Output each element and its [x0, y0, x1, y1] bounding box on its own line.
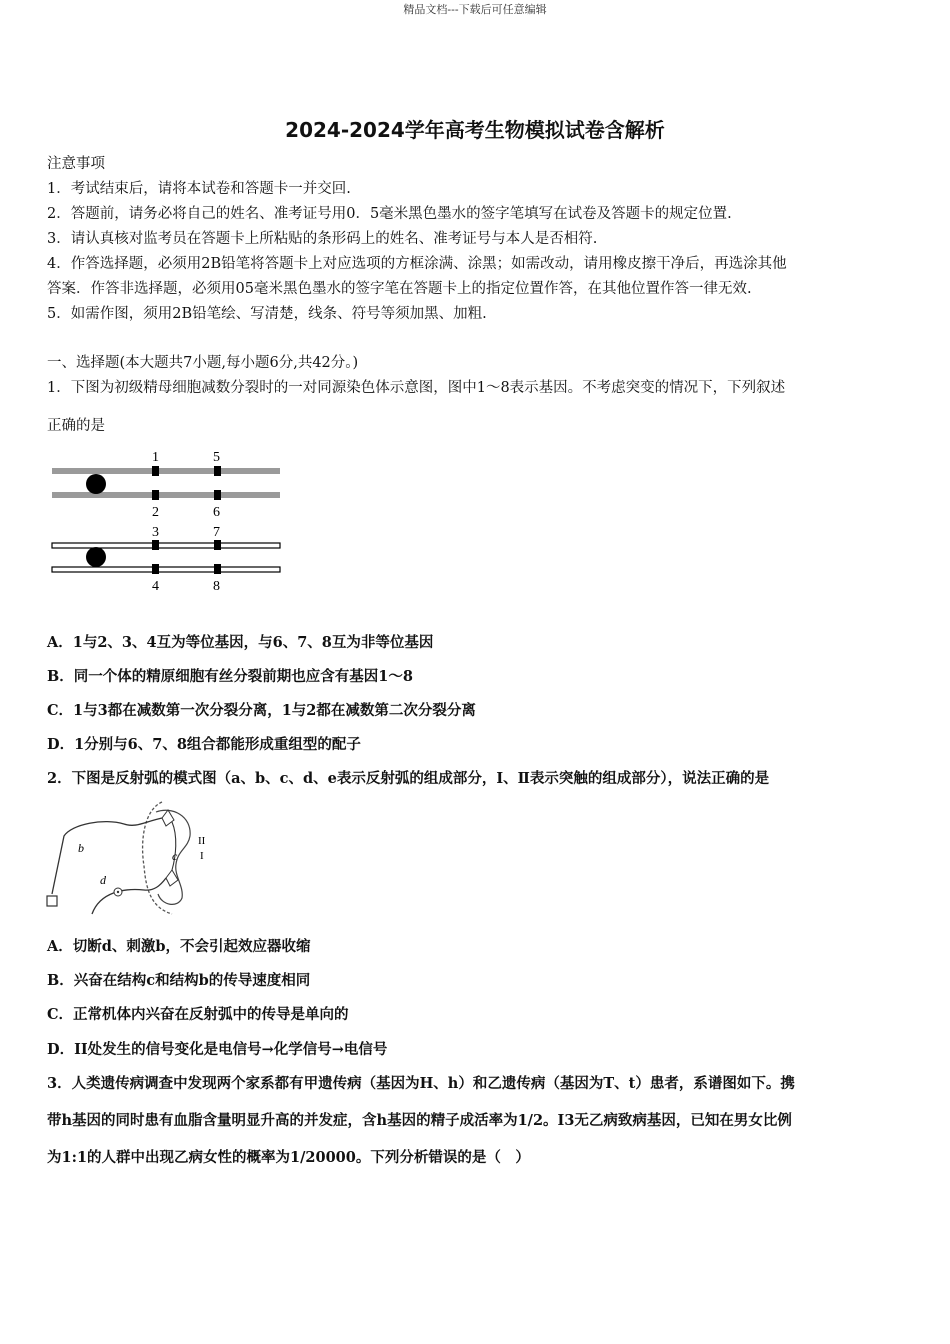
gene-label: 6 [213, 505, 220, 520]
ganglion-dot [117, 891, 119, 893]
gene-label: 2 [152, 505, 159, 520]
centromere [86, 474, 106, 494]
q1-option-c: C．1与3都在减数第一次分裂分离，1与2都在减数第二次分裂分离 [47, 702, 476, 719]
notice-item: 4．作答选择题，必须用2B铅笔将答题卡上对应选项的方框涂满、涂黑；如需改动，请用橡皮擦干净后，再选涂其他 [47, 256, 787, 272]
section-heading: 一、选择题(本大题共7小题,每小题6分,共42分。) [47, 355, 359, 371]
gene-label: 5 [213, 450, 220, 465]
gene-label: 4 [152, 579, 159, 594]
q1-option-b: B．同一个体的精原细胞有丝分裂前期也应含有基因1～8 [47, 668, 413, 685]
afferent-nerve-b [52, 818, 162, 894]
gene-label: 3 [152, 525, 159, 540]
gene-marker [214, 564, 221, 574]
gene-label: 1 [152, 450, 159, 465]
q2-option-d: D．II处发生的信号变化是电信号→化学信号→电信号 [47, 1041, 388, 1058]
gene-marker [152, 564, 159, 574]
q2-option-c: C．正常机体内兴奋在反射弧中的传导是单向的 [47, 1006, 349, 1023]
chromatid-4 [52, 567, 280, 572]
label-b: b [78, 841, 84, 855]
notice-item: 2．答题前，请务必将自己的姓名、准考证号用0．5毫米黑色墨水的签字笔填写在试卷及答题卡的规定位置. [47, 206, 732, 222]
gene-label: 8 [213, 579, 220, 594]
label-synapse-I: I [200, 850, 204, 862]
header-note: 精品文档---下载后可任意编辑 [403, 3, 547, 16]
reflex-arc-figure [44, 796, 219, 921]
q1-stem: 1．下图为初级精母细胞减数分裂时的一对同源染色体示意图，图中1～8表示基因。不考虑突变的情况下，下列叙述 [47, 380, 786, 396]
q1-stem-continued: 正确的是 [47, 418, 105, 434]
effector-receptor-box [47, 896, 57, 906]
gene-marker [152, 466, 159, 476]
q2-option-a: A．切断d、刺激b，不会引起效应器收缩 [47, 938, 311, 955]
gene-label: 7 [213, 525, 220, 540]
label-d: d [100, 873, 106, 887]
page-title: 2024-2024学年高考生物模拟试卷含解析 [285, 118, 665, 142]
notice-item: 5．如需作图，须用2B铅笔绘、写清楚，线条、符号等须加黑、加粗. [47, 306, 487, 322]
gene-marker [214, 466, 221, 476]
q3-stem-line1: 3．人类遗传病调查中发现两个家系都有甲遗传病（基因为H、h）和乙遗传病（基因为T、t）患者，系谱图如下。携 [47, 1075, 795, 1092]
q1-option-a: A．1与2、3、4互为等位基因，与6、7、8互为非等位基因 [47, 634, 434, 651]
label-synapse-II: II [198, 835, 206, 847]
chromatid-3 [52, 543, 280, 548]
centromere [86, 547, 106, 567]
chromatid-2 [52, 492, 280, 498]
q3-stem-line2: 带h基因的同时患有血脂含量明显升高的并发症，含h基因的精子成活率为1/2。I3无乙病致病基因，已知在男女比例 [47, 1112, 792, 1129]
gene-marker [214, 490, 221, 500]
q2-option-b: B．兴奋在结构c和结构b的传导速度相同 [47, 972, 311, 989]
chromosome-figure [45, 447, 290, 597]
chromatid-1 [52, 468, 280, 474]
notice-item: 3．请认真核对监考员在答题卡上所粘贴的条形码上的姓名、准考证号与本人是否相符. [47, 231, 598, 247]
notice-item: 答案．作答非选择题，必须用05毫米黑色墨水的签字笔在答题卡上的指定位置作答，在其他位置作答一律无效. [47, 281, 752, 297]
q1-option-d: D．1分别与6、7、8组合都能形成重组型的配子 [47, 736, 361, 753]
q3-stem-line3: 为1:1的人群中出现乙病女性的概率为1/20000。下列分析错误的是（ ） [47, 1149, 530, 1166]
label-c: c [172, 849, 178, 863]
notice-item: 1．考试结束后，请将本试卷和答题卡一并交回. [47, 181, 351, 197]
gene-marker [152, 490, 159, 500]
gene-marker [214, 540, 221, 550]
notice-heading: 注意事项 [47, 156, 105, 172]
q2-stem: 2．下图是反射弧的模式图（a、b、c、d、e表示反射弧的组成部分，I、Ⅱ表示突触的组成部分），说法正确的是 [47, 770, 770, 787]
gene-marker [152, 540, 159, 550]
